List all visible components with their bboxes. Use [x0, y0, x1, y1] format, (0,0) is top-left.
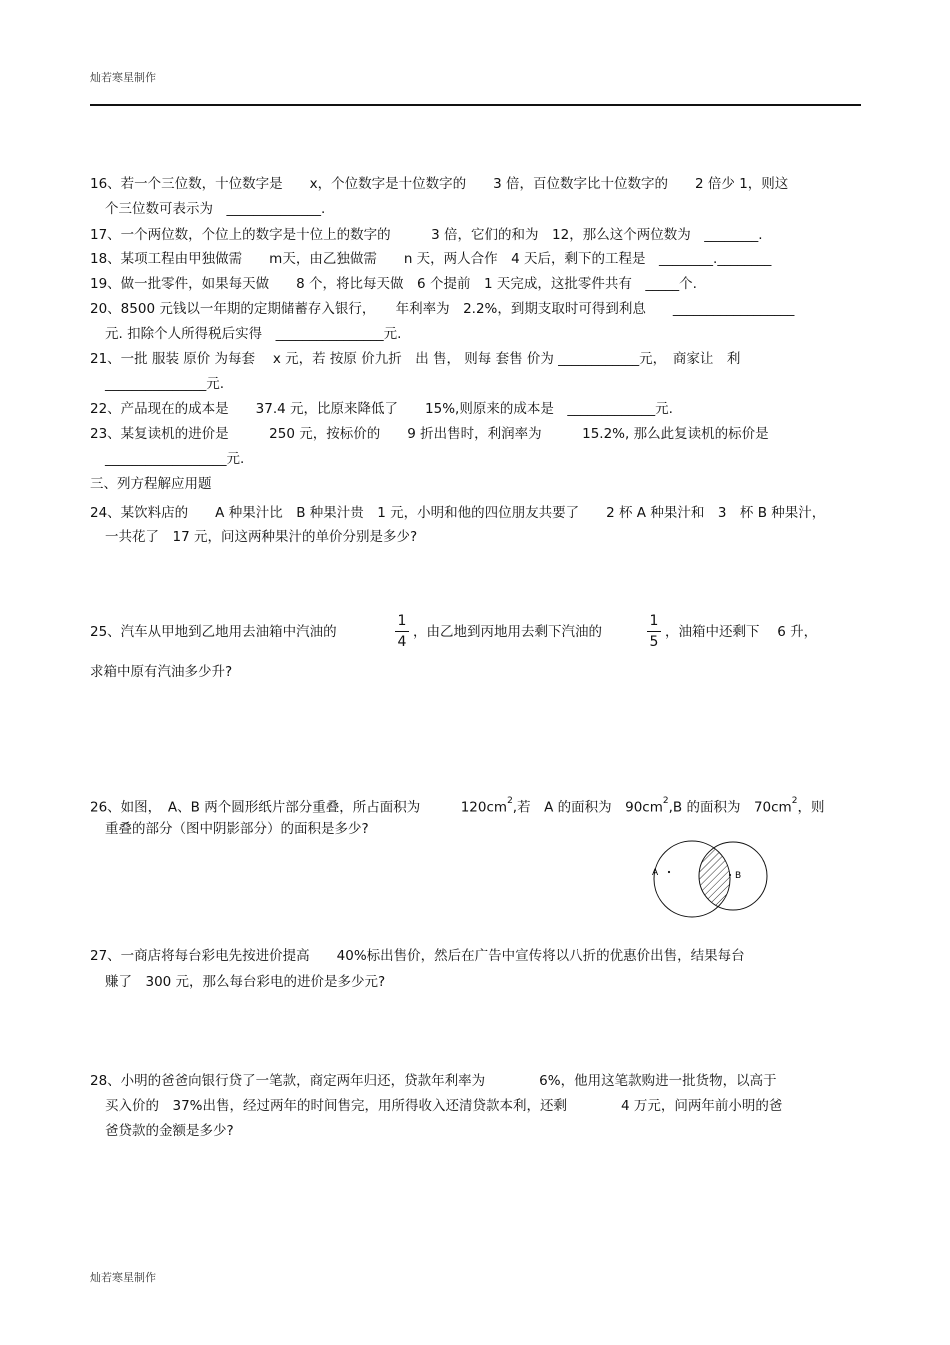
fraction-bar	[395, 631, 409, 632]
fraction-numerator: 1	[397, 613, 407, 629]
page-header: 灿若寒星制作	[90, 71, 156, 84]
problem-17: 17、一个两位数，个位上的数字是十位上的数字的 3 倍，它们的和为 12，那么这个两位数为 ________.	[90, 227, 763, 243]
header-rule	[90, 104, 861, 106]
problem-28-line-2: 买入价的 37%出售，经过两年的时间售完，用所得收入还清贷款本利，还剩 4 万元，问两年前小明的爸	[105, 1098, 783, 1114]
superscript-2: 2	[507, 796, 513, 806]
problem-26-text-4: ，则	[797, 799, 825, 816]
point-a	[668, 871, 670, 873]
problem-25-part-1: 25、汽车从甲地到乙地用去油箱中汽油的	[90, 624, 337, 640]
problem-20-line-1: 20、8500 元钱以一年期的定期储蓄存入银行， 年利率为 2.2%，到期支取时可得到利息 __________________	[90, 301, 795, 317]
page-footer: 灿若寒星制作	[90, 1271, 156, 1284]
fraction-numerator: 1	[649, 613, 659, 629]
label-a: A	[652, 868, 659, 878]
label-b: B	[735, 871, 742, 881]
problem-25-part-3: ，油箱中还剩下 6 升，	[665, 624, 818, 640]
problem-23-line-2: __________________元.	[105, 451, 245, 467]
problem-26-text-3: ,B 的面积为 70cm	[668, 799, 792, 816]
fraction-bar	[647, 631, 661, 632]
problem-25-line-2: 求箱中原有汽油多少升?	[90, 664, 233, 680]
fraction-denominator: 5	[649, 634, 659, 650]
superscript-2: 2	[791, 796, 798, 806]
problem-28-line-3: 爸贷款的金额是多少?	[105, 1123, 234, 1139]
point-b	[729, 874, 731, 876]
problem-23-line-1: 23、某复读机的进价是 250 元，按标价的 9 折出售时，利润率为 15.2%, 那么此复读机的标价是	[90, 426, 769, 442]
problem-16-line-1: 16、若一个三位数，十位数字是 x，个位数字是十位数字的 3 倍，百位数字比十位数字的 2 倍少 1，则这	[90, 176, 789, 192]
fraction-denominator: 4	[397, 634, 407, 650]
problem-20-line-2: 元. 扣除个人所得税后实得 ________________元.	[105, 326, 402, 342]
problem-19: 19、做一批零件，如果每天做 8 个，将比每天做 6 个提前 1 天完成，这批零件共有 _____个.	[90, 276, 697, 292]
problem-26-line-1	[90, 796, 824, 816]
problem-22: 22、产品现在的成本是 37.4 元，比原来降低了 15%,则原来的成本是 _____________元.	[90, 401, 673, 417]
problem-18: 18、某项工程由甲独做需 m天，由乙独做需 n 天，两人合作 4 天后，剩下的工程是 ________.________	[90, 251, 772, 267]
problem-21-line-2: _______________元.	[105, 376, 225, 392]
problem-27-line-1: 27、一商店将每台彩电先按进价提高 40%标出售价，然后在广告中宣传将以八折的优惠价出售，结果每台	[90, 948, 745, 964]
problem-24-line-2: 一共花了 17 元，问这两种果汁的单价分别是多少?	[105, 529, 418, 545]
problem-16-line-2: 个三位数可表示为 ______________.	[105, 201, 326, 217]
problem-21-line-1: 21、一批 服装 原价 为每套 x 元，若 按原 价九折 出 售， 则每 套售 价为 ____________元， 商家让 利	[90, 351, 741, 367]
venn-diagram	[620, 838, 772, 922]
problem-27-line-2: 赚了 300 元，那么每台彩电的进价是多少元?	[105, 974, 386, 990]
fraction-one-quarter	[393, 612, 411, 651]
superscript-2: 2	[662, 796, 669, 806]
problem-28-line-1: 28、小明的爸爸向银行贷了一笔款，商定两年归还，贷款年利率为 6%，他用这笔款购进一批货物，以高于	[90, 1073, 777, 1089]
section-3-heading: 三、列方程解应用题	[90, 476, 212, 492]
problem-25-part-2: ，由乙地到丙地用去剩下汽油的	[413, 624, 602, 640]
problem-26-line-2: 重叠的部分（图中阴影部分）的面积是多少?	[105, 821, 369, 837]
problem-26-text-2: ,若 A 的面积为 90cm	[512, 799, 663, 816]
fraction-one-fifth	[645, 612, 663, 651]
problem-24-line-1: 24、某饮料店的 A 种果汁比 B 种果汁贵 1 元，小明和他的四位朋友共要了 2 杯 A 种果汁和 3 杯 B 种果汁，	[90, 505, 826, 521]
problem-26-text-1: 26、如图， A、B 两个圆形纸片部分重叠，所占面积为 120cm	[90, 799, 508, 816]
